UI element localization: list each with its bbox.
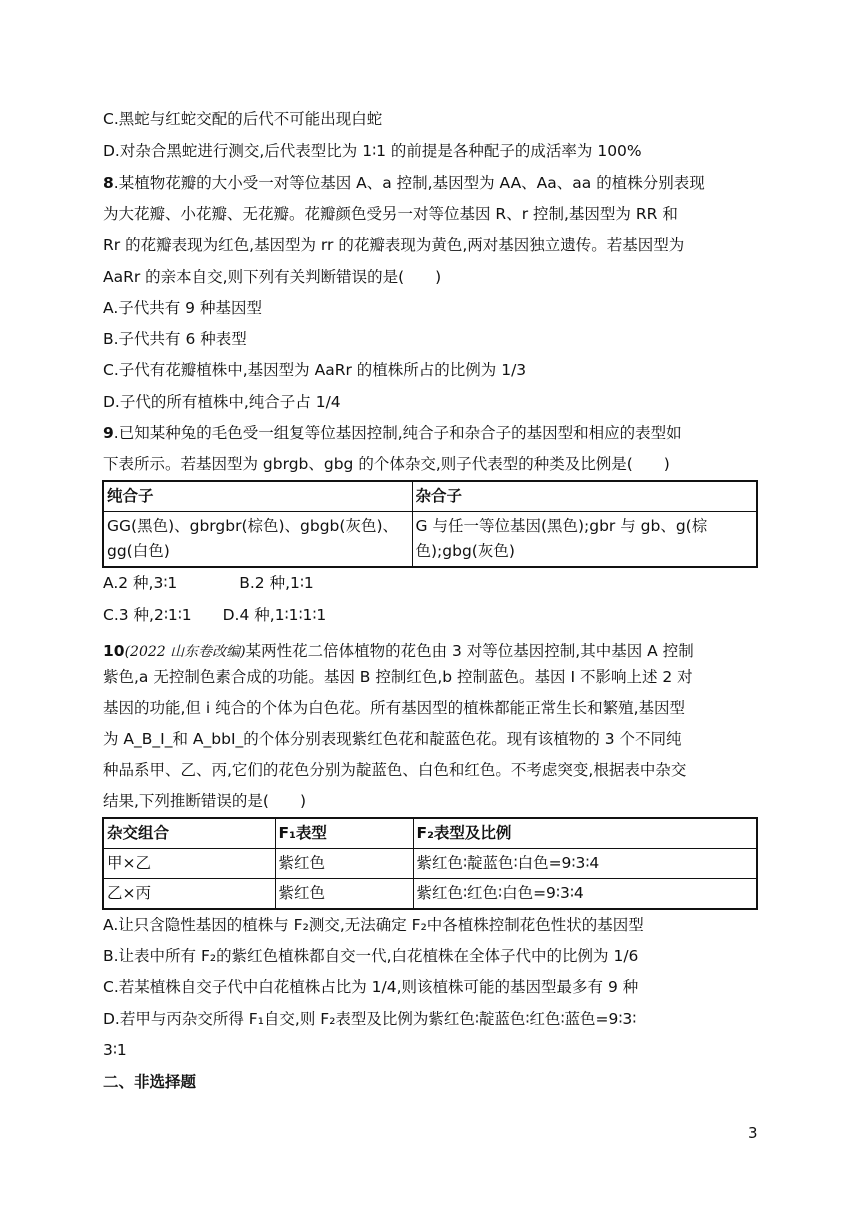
table-cell: G 与任一等位基因(黑色);gbr 与 gb、g(棕色);gbg(灰色) [412,512,757,568]
q10-source: (2022 山东卷改编) [124,644,246,660]
table-header-row [103,481,757,512]
q9-stem-line-1 [103,422,682,444]
table-cell: 乙×丙 [103,879,275,910]
table-cell: 紫红色∶红色∶白色=9∶3∶4 [413,879,757,910]
cross-result-table [102,817,758,910]
page-number: 3 [748,1124,758,1142]
q8-stem-line-1 [103,172,705,194]
table-row [103,879,757,910]
q9-stem-text-1: .已知某种兔的毛色受一组复等位基因控制,纯合子和杂合子的基因型和相应的表型如 [113,424,682,442]
q10-stem-line-6: 结果,下列推断错误的是( ) [103,792,307,810]
q10-stem-line-4: 为 A_B_I_和 A_bbI_的个体分别表现紫红色花和靛蓝色花。现有该植物的 3 个不同纯 [103,730,682,748]
q9-number: 9 [103,424,114,442]
section-heading: 二、非选择题 [103,1073,197,1091]
q10-option-d-line-2: 3∶1 [103,1041,127,1059]
q10-option-b: B.让表中所有 F₂的紫红色植株都自交一代,白花植株在全体子代中的比例为 1/6 [103,947,639,965]
q9-options-ab: A.2 种,3∶1 B.2 种,1∶1 [103,574,314,592]
q8-number: 8 [103,174,114,192]
table-cell: 甲×乙 [103,849,275,879]
q9-options-cd: C.3 种,2∶1∶1 D.4 种,1∶1∶1∶1 [103,606,327,624]
table-header-cell: 杂交组合 [103,818,275,849]
q8-option-a: A.子代共有 9 种基因型 [103,299,262,317]
q9-stem-line-2: 下表所示。若基因型为 gbrgb、gbg 的个体杂交,则子代表型的种类及比例是( ) [103,455,670,473]
q8-stem-text-1: .某植物花瓣的大小受一对等位基因 A、a 控制,基因型为 AA、Aa、aa 的植株分别表现 [113,174,705,192]
table-header-cell: F₁表型 [275,818,413,849]
q10-stem-line-1 [103,640,694,663]
q8-stem-line-2: 为大花瓣、小花瓣、无花瓣。花瓣颜色受另一对等位基因 R、r 控制,基因型为 RR 和 [103,205,678,223]
q10-option-a: A.让只含隐性基因的植株与 F₂测交,无法确定 F₂中各植株控制花色性状的基因型 [103,916,644,934]
q8-stem-line-3: Rr 的花瓣表现为红色,基因型为 rr 的花瓣表现为黄色,两对基因独立遗传。若基因型为 [103,236,685,254]
q7-option-d: D.对杂合黑蛇进行测交,后代表型比为 1∶1 的前提是各种配子的成活率为 100% [103,142,642,160]
q8-option-c: C.子代有花瓣植株中,基因型为 AaRr 的植株所占的比例为 1/3 [103,361,527,379]
q10-option-d-line-1: D.若甲与丙杂交所得 F₁自交,则 F₂表型及比例为紫红色∶靛蓝色∶红色∶蓝色=9∶3∶ [103,1010,637,1028]
q7-option-c: C.黑蛇与红蛇交配的后代不可能出现白蛇 [103,110,383,128]
table-header-cell: 纯合子 [103,481,412,512]
q10-stem-line-3: 基因的功能,但 i 纯合的个体为白色花。所有基因型的植株都能正常生长和繁殖,基因型 [103,699,686,717]
q10-stem-line-5: 种品系甲、乙、丙,它们的花色分别为靛蓝色、白色和红色。不考虑突变,根据表中杂交 [103,761,687,779]
table-cell: 紫红色 [275,849,413,879]
table-header-cell: F₂表型及比例 [413,818,757,849]
table-header-row [103,818,757,849]
q10-number: 10 [103,642,125,660]
q10-stem-line-2: 紫色,a 无控制色素合成的功能。基因 B 控制红色,b 控制蓝色。基因 I 不影响上述 2 对 [103,668,693,686]
q10-option-c: C.若某植株自交子代中白花植株占比为 1/4,则该植株可能的基因型最多有 9 种 [103,978,639,996]
table-row [103,849,757,879]
genotype-table [102,480,758,568]
q8-option-b: B.子代共有 6 种表型 [103,330,247,348]
table-row [103,512,757,568]
table-cell: GG(黑色)、gbrgbr(棕色)、gbgb(灰色)、gg(白色) [103,512,412,568]
table-cell: 紫红色∶靛蓝色∶白色=9∶3∶4 [413,849,757,879]
q8-stem-line-4: AaRr 的亲本自交,则下列有关判断错误的是( ) [103,268,442,286]
table-cell: 紫红色 [275,879,413,910]
q8-option-d: D.子代的所有植株中,纯合子占 1/4 [103,393,341,411]
q10-stem-text-1: 某两性花二倍体植物的花色由 3 对等位基因控制,其中基因 A 控制 [245,642,694,660]
table-header-cell: 杂合子 [412,481,757,512]
